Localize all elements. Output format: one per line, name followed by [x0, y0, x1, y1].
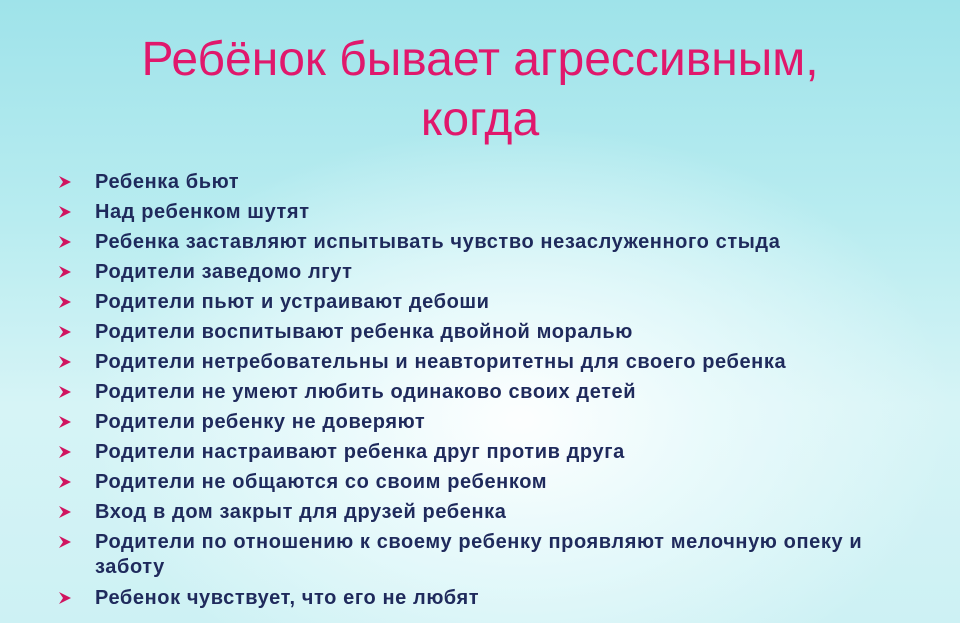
arrow-bullet-icon	[58, 200, 76, 225]
list-item	[58, 260, 918, 285]
arrow-bullet-icon	[58, 320, 76, 345]
list-item-text: Ребенка заставляют испытывать чувство незаслуженного стыда	[95, 231, 781, 253]
list-item	[58, 230, 918, 255]
list-item-text: Родители ребенку не доверяют	[95, 411, 426, 433]
list-item-text: Ребенок чувствует, что его не любят	[95, 587, 480, 609]
bullet-list	[58, 170, 918, 616]
list-item-text: Родители по отношению к своему ребенку проявляют мелочную опеку и заботу	[95, 531, 863, 578]
list-item	[58, 440, 918, 465]
list-item-text: Вход в дом закрыт для друзей ребенка	[95, 501, 507, 523]
list-item	[58, 170, 918, 195]
slide-title	[0, 30, 960, 150]
title-line-2: когда	[420, 93, 540, 146]
list-item-text: Родители не общаются со своим ребенком	[95, 471, 548, 493]
arrow-bullet-icon	[58, 380, 76, 405]
list-item	[58, 350, 918, 375]
list-item-text: Над ребенком шутят	[95, 201, 310, 223]
arrow-bullet-icon	[58, 410, 76, 435]
arrow-bullet-icon	[58, 440, 76, 465]
list-item	[58, 586, 918, 611]
list-item-text: Ребенка бьют	[95, 171, 240, 193]
list-item	[58, 470, 918, 495]
list-item	[58, 410, 918, 435]
list-item-text: Родители нетребовательны и неавторитетны для своего ребенка	[95, 351, 787, 373]
arrow-bullet-icon	[58, 500, 76, 525]
list-item	[58, 290, 918, 315]
arrow-bullet-icon	[58, 350, 76, 375]
list-item-text: Родители не умеют любить одинаково своих детей	[95, 381, 637, 403]
title-line-1: Ребёнок бывает агрессивным,	[141, 33, 819, 86]
arrow-bullet-icon	[58, 260, 76, 285]
list-item-text: Родители воспитывают ребенка двойной моралью	[95, 321, 633, 343]
list-item	[58, 500, 918, 525]
arrow-bullet-icon	[58, 470, 76, 495]
list-item-text: Родители заведомо лгут	[95, 261, 353, 283]
list-item	[58, 200, 918, 225]
arrow-bullet-icon	[58, 170, 76, 195]
list-item-text: Родители пьют и устраивают дебоши	[95, 291, 490, 313]
arrow-bullet-icon	[58, 530, 76, 555]
arrow-bullet-icon	[58, 230, 76, 255]
list-item	[58, 320, 918, 345]
list-item-text: Родители настраивают ребенка друг против друга	[95, 441, 625, 463]
arrow-bullet-icon	[58, 290, 76, 315]
arrow-bullet-icon	[58, 586, 76, 611]
list-item	[58, 380, 918, 405]
list-item	[58, 530, 918, 580]
